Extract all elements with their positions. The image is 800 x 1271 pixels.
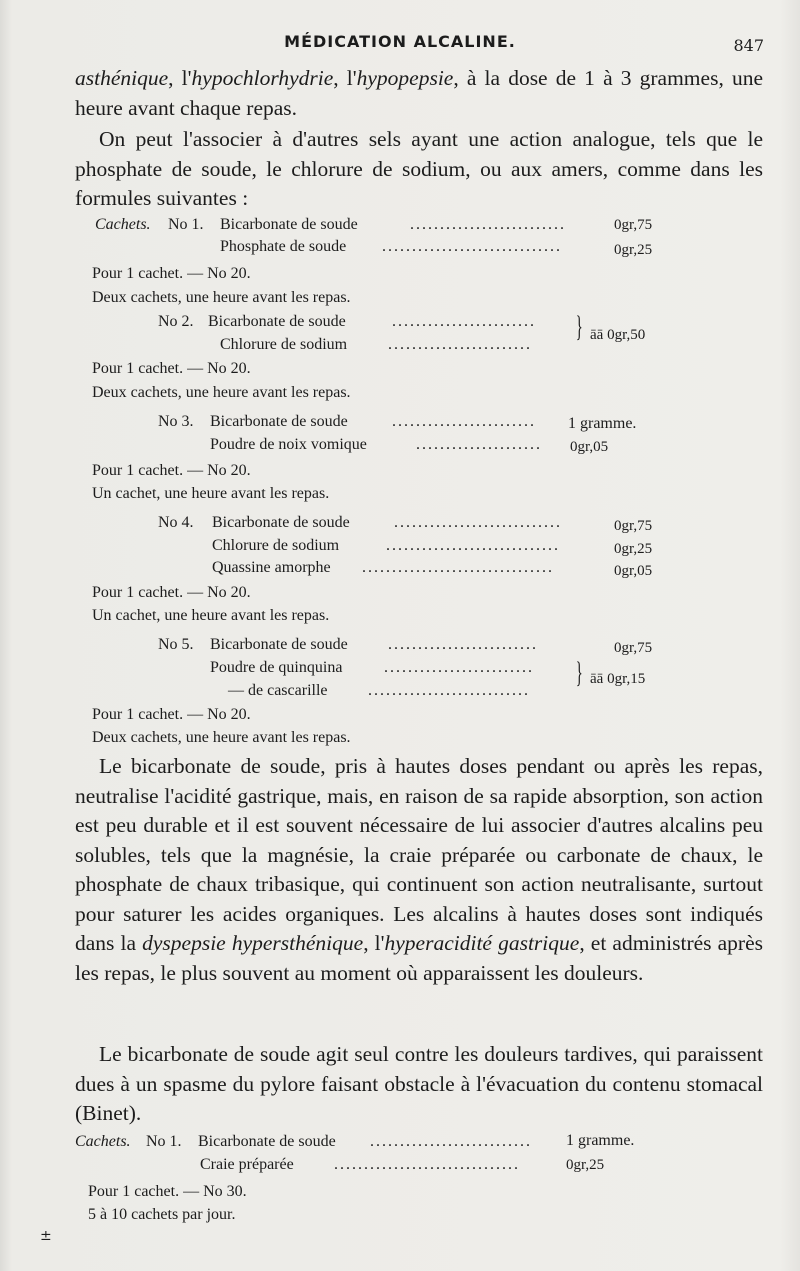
usage-line: Un cachet, une heure avant les repas. [92, 607, 330, 624]
dose: 0gr,75 [614, 217, 653, 233]
formula-number: No 4. [158, 514, 194, 531]
leader-dots: ........................ [388, 336, 532, 353]
ingredient: Bicarbonate de soude [210, 413, 348, 430]
ingredient: Bicarbonate de soude [198, 1133, 336, 1150]
leader-dots: ........................... [370, 1133, 532, 1150]
usage-line: Deux cachets, une heure avant les repas. [92, 729, 351, 746]
ingredient: Chlorure de sodium [212, 537, 340, 554]
ingredient: — de cascarille [228, 682, 328, 699]
leader-dots: ................................ [362, 559, 554, 576]
pour-line: Pour 1 cachet. — No 20. [92, 462, 251, 479]
pour-line: Pour 1 cachet. — No 20. [92, 360, 251, 377]
pour-line: Pour 1 cachet. — No 30. [88, 1183, 247, 1200]
ingredient: Bicarbonate de soude [212, 514, 350, 531]
dose: āā 0gr,50 [590, 327, 646, 343]
ingredient: Quassine amorphe [212, 559, 331, 576]
margin-mark: ± [40, 1228, 52, 1244]
usage-line: Deux cachets, une heure avant les repas. [92, 289, 351, 306]
dose: 0gr,75 [614, 640, 653, 656]
ingredient: Bicarbonate de soude [220, 216, 358, 233]
usage-line: Deux cachets, une heure avant les repas. [92, 384, 351, 401]
usage-line: Un cachet, une heure avant les repas. [92, 485, 330, 502]
paragraph-bicarbonate: Le bicarbonate de soude, pris à hautes doses pendant ou après les repas, neutralise l'acidité gastrique, mais, en raison de sa rapide absorption, son action est peu durable et il est souvent nécessaire de lui associer d'autres alcalins peu solubles, tels que la magnésie, la craie préparée ou carbonate de chaux, le phosphate de chaux tribasique, qui continuent son action neutralisante, surtout pour saturer les acides organiques. Les alcalins à hautes doses sont indiqués dans la dyspepsie hypersthénique, l'hyperacidité gastrique, et administrés après les repas, le plus souvent au moment où apparaissent les douleurs. [75, 754, 763, 985]
leader-dots: .......................... [410, 216, 566, 233]
formula-number: No 3. [158, 413, 194, 430]
leader-dots: ........................ [392, 313, 536, 330]
pour-line: Pour 1 cachet. — No 20. [92, 584, 251, 601]
leader-dots: ............................... [334, 1156, 520, 1173]
leader-dots: ..................... [416, 436, 542, 453]
dose: 0gr,25 [614, 242, 653, 258]
pour-line: Pour 1 cachet. — No 20. [92, 265, 251, 282]
formula-label: Cachets. [75, 1133, 131, 1150]
dose: āā 0gr,15 [590, 671, 646, 687]
running-title: MÉDICATION ALCALINE. [284, 32, 516, 51]
formula-number: No 1. [146, 1133, 182, 1150]
formula-number: No 2. [158, 313, 194, 330]
leader-dots: ............................. [386, 537, 560, 554]
brace: } [575, 656, 583, 689]
dose: 0gr,05 [570, 439, 609, 455]
ingredient: Poudre de quinquina [210, 659, 343, 676]
pour-line: Pour 1 cachet. — No 20. [92, 706, 251, 723]
brace: } [575, 310, 583, 343]
dose: 0gr,05 [614, 563, 653, 579]
dose: 1 gramme. [568, 415, 637, 432]
leader-dots: ........................ [392, 413, 536, 430]
header [0, 30, 800, 56]
leader-dots: .............................. [382, 238, 562, 255]
formula-number: No 1. [168, 216, 204, 233]
paragraph-sels: On peut l'associer à d'autres sels ayant une action analogue, tels que le phosphate de soude, le chlorure de sodium, ou aux amers, comme dans les formules suivantes : [75, 127, 763, 210]
dose: 0gr,25 [566, 1157, 605, 1173]
intro-paragraph: asthénique, l'hypochlorhydrie, l'hypopepsie, à la dose de 1 à 3 grammes, une heure avant chaque repas. [75, 66, 764, 120]
leader-dots: ......................... [388, 636, 538, 653]
formula-number: No 5. [158, 636, 194, 653]
leader-dots: ............................ [394, 514, 562, 531]
leader-dots: ........................... [368, 682, 530, 699]
page-number: 847 [733, 36, 764, 55]
ingredient: Chlorure de sodium [220, 336, 348, 353]
ingredient: Poudre de noix vomique [210, 436, 367, 453]
dose: 1 gramme. [566, 1132, 635, 1149]
formula-label: Cachets. [95, 216, 151, 233]
ingredient: Craie préparée [200, 1156, 294, 1173]
ingredient: Phosphate de soude [220, 238, 347, 255]
dose: 0gr,75 [614, 518, 653, 534]
dose: 0gr,25 [614, 541, 653, 557]
ingredient: Bicarbonate de soude [210, 636, 348, 653]
paragraph-douleurs: Le bicarbonate de soude agit seul contre les douleurs tardives, qui paraissent dues à un spasme du pylore faisant obstacle à l'évacuation du contenu stomacal (Binet). [75, 1042, 763, 1125]
usage-line: 5 à 10 cachets par jour. [88, 1206, 236, 1223]
leader-dots: ......................... [384, 659, 534, 676]
ingredient: Bicarbonate de soude [208, 313, 346, 330]
